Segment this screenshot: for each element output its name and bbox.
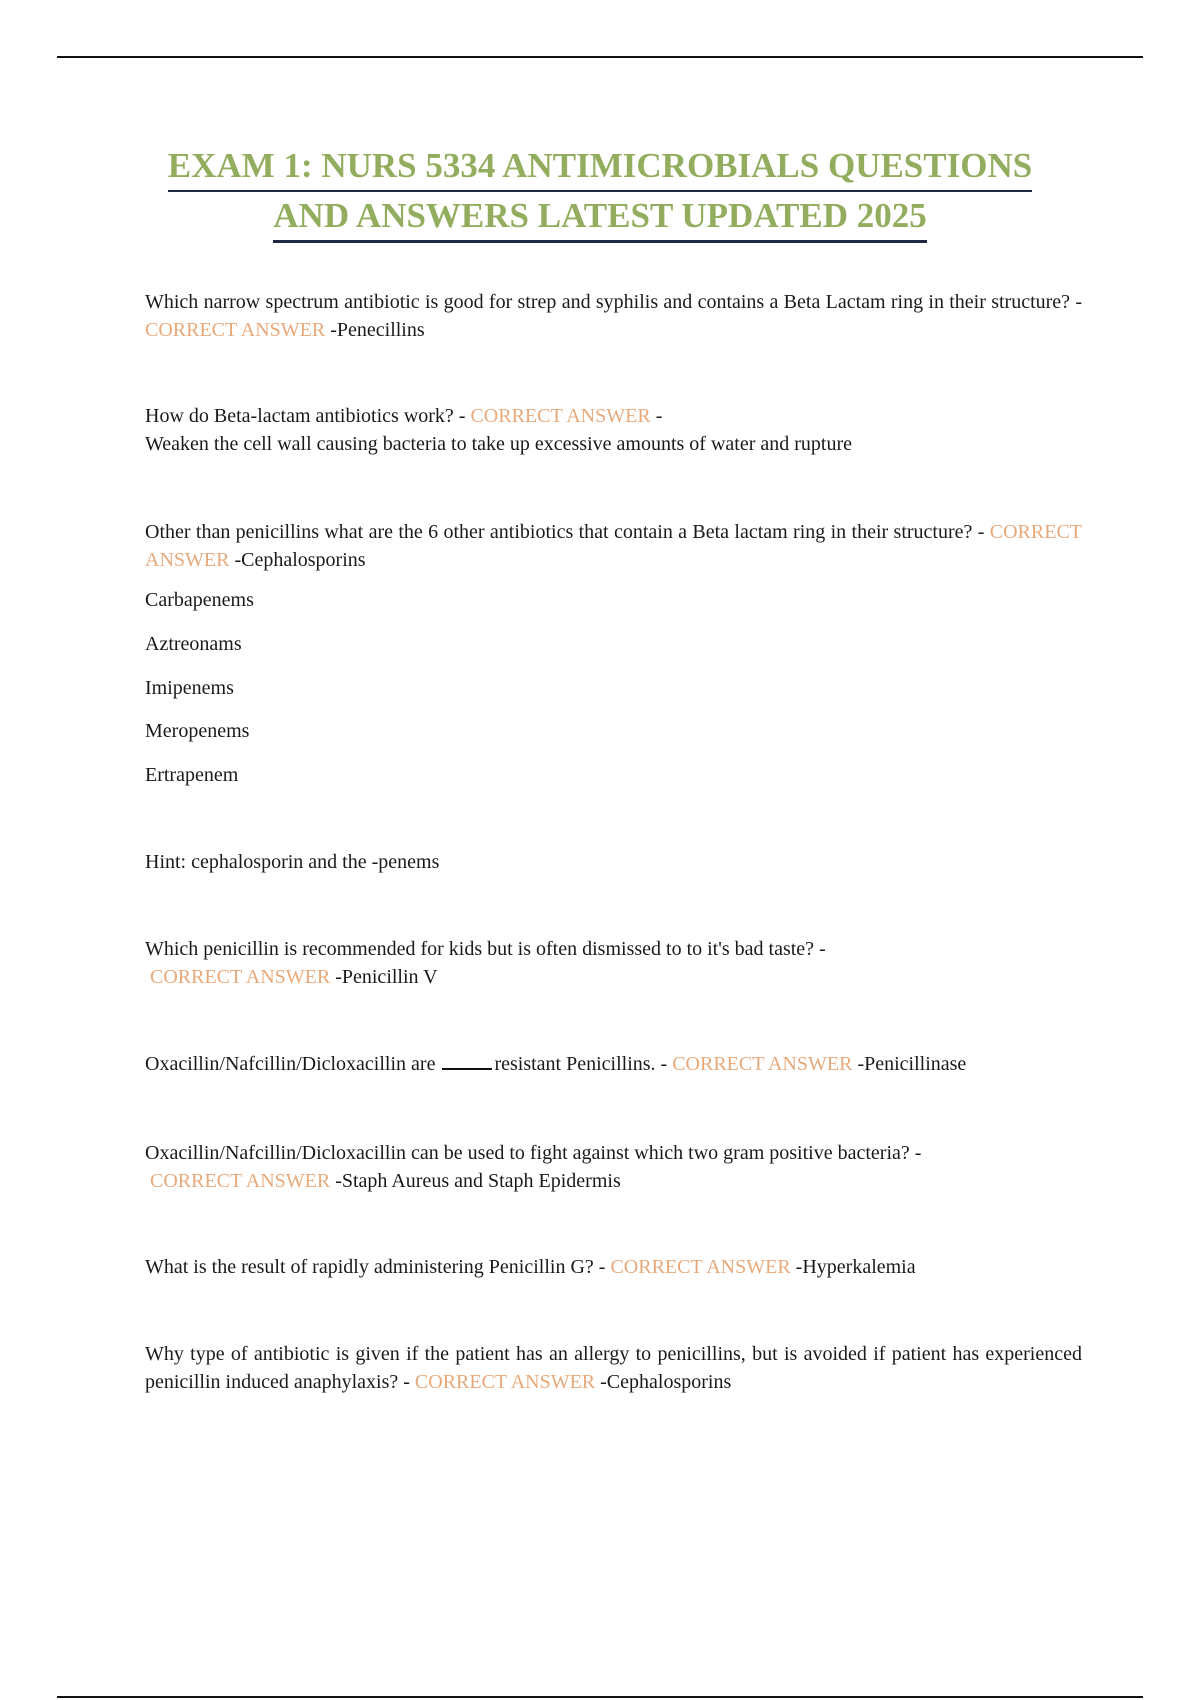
answer-text: - bbox=[655, 405, 663, 427]
question-text: Why type of antibiotic is given if the patient has an allergy to penicillins, but is avoided if patient has experienced penicillin induced anaphylaxis? - bbox=[145, 1343, 1082, 1393]
correct-answer-label: CORRECT ANSWER bbox=[145, 521, 1083, 571]
answer-text: -Penecillins bbox=[330, 319, 425, 341]
document-title bbox=[0, 142, 1200, 243]
question-text: Oxacillin/Nafcillin/Dicloxacillin can be used to fight against which two gram positive bacteria? - bbox=[145, 1142, 922, 1164]
list-item: Carbapenems bbox=[145, 589, 254, 611]
list-item: Aztreonams bbox=[145, 633, 242, 655]
qa-item-2 bbox=[145, 402, 1082, 458]
answer-text: -Penicillinase bbox=[857, 1053, 967, 1075]
correct-answer-label: CORRECT ANSWER bbox=[145, 319, 326, 341]
title-line-1: EXAM 1: NURS 5334 ANTIMICROBIALS QUESTIONS bbox=[168, 142, 1032, 192]
correct-answer-label: CORRECT ANSWER bbox=[610, 1256, 791, 1278]
title-line-2: AND ANSWERS LATEST UPDATED 2025 bbox=[273, 192, 926, 243]
correct-answer-label: CORRECT ANSWER bbox=[150, 966, 331, 988]
qa-item-4 bbox=[145, 935, 1082, 991]
question-text: How do Beta-lactam antibiotics work? - bbox=[145, 405, 466, 427]
answer-text: -Penicillin V bbox=[335, 966, 438, 988]
bottom-rule bbox=[57, 1696, 1143, 1698]
answer-text: -Staph Aureus and Staph Epidermis bbox=[335, 1170, 621, 1192]
list-item: Meropenems bbox=[145, 720, 250, 742]
question-text-part-1: Oxacillin/Nafcillin/Dicloxacillin are bbox=[145, 1053, 436, 1075]
question-text: What is the result of rapidly administering Penicillin G? - bbox=[145, 1256, 606, 1278]
hint-text: Hint: cephalosporin and the -penems bbox=[145, 851, 440, 873]
answer-continued: Weaken the cell wall causing bacteria to take up excessive amounts of water and rupture bbox=[145, 433, 852, 455]
qa-item-3 bbox=[145, 518, 1082, 574]
list-item: Imipenems bbox=[145, 677, 234, 699]
question-text: Which narrow spectrum antibiotic is good for strep and syphilis and contains a Beta Lactam ring in their structure? - bbox=[145, 291, 1082, 313]
question-text: Which penicillin is recommended for kids but is often dismissed to to it's bad taste? - bbox=[145, 938, 826, 960]
top-rule bbox=[57, 56, 1143, 58]
answer-text: -Hyperkalemia bbox=[795, 1256, 916, 1278]
correct-answer-label: CORRECT ANSWER bbox=[470, 405, 651, 427]
answer-text: -Cephalosporins bbox=[234, 549, 366, 571]
question-text: Other than penicillins what are the 6 other antibiotics that contain a Beta lactam ring in their structure? - bbox=[145, 521, 985, 543]
correct-answer-label: CORRECT ANSWER bbox=[414, 1371, 596, 1393]
qa-item-7 bbox=[145, 1253, 1082, 1281]
list-item: Ertrapenem bbox=[145, 764, 239, 786]
qa-item-8 bbox=[145, 1340, 1082, 1396]
correct-answer-label: CORRECT ANSWER bbox=[672, 1053, 853, 1075]
question-text-part-2: resistant Penicillins. - bbox=[494, 1053, 668, 1075]
qa-item-5 bbox=[145, 1050, 1082, 1078]
correct-answer-label: CORRECT ANSWER bbox=[150, 1170, 331, 1192]
answer-text: -Cephalosporins bbox=[600, 1371, 732, 1393]
qa-item-1 bbox=[145, 288, 1082, 344]
fill-in-blank bbox=[442, 1050, 492, 1070]
qa-item-6 bbox=[145, 1139, 1082, 1195]
